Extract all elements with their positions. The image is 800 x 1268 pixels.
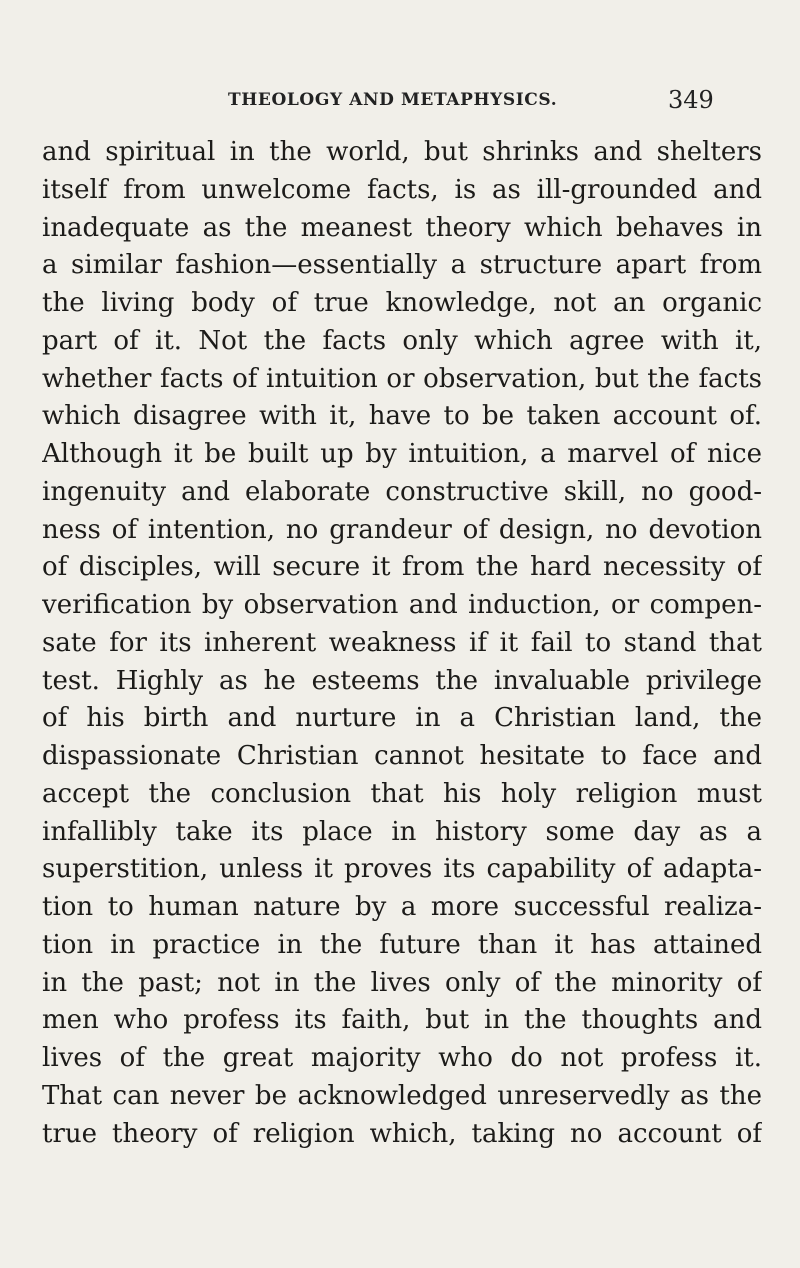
text-line: lives of the great majority who do not profess it. (42, 1043, 762, 1073)
body-text (42, 134, 762, 1153)
page-number: 349 (668, 86, 714, 114)
text-line: men who profess its faith, but in the thoughts and (42, 1005, 762, 1036)
text-line: That can never be acknowledged unreservedly as the (42, 1080, 762, 1111)
text-line: tion in practice in the future than it has attained (42, 929, 762, 960)
text-line: a similar fashion—essentially a structure apart from (42, 250, 762, 281)
text-line: and spiritual in the world, but shrinks and shelters (42, 137, 762, 167)
text-line: verification by observation and induction, or compen- (42, 590, 762, 620)
text-line: true theory of religion which, taking no account of (42, 1118, 762, 1149)
text-line: of disciples, will secure it from the hard necessity of (42, 552, 762, 583)
text-line: of his birth and nurture in a Christian land, the (42, 703, 762, 734)
text-line: ingenuity and elaborate constructive skill, no good- (42, 476, 762, 507)
text-line: which disagree with it, have to be taken account of. (42, 401, 762, 432)
text-line: itself from unwelcome facts, is as ill-grounded and (42, 174, 762, 205)
text-line: dispassionate Christian cannot hesitate to face and (42, 741, 762, 771)
text-line: infallibly take its place in history some day as a (42, 816, 762, 847)
text-line: inadequate as the meanest theory which behaves in (42, 212, 762, 243)
text-line: sate for its inherent weakness if it fail to stand that (42, 627, 762, 658)
text-line: test. Highly as he esteems the invaluable privilege (42, 665, 762, 696)
text-line: the living body of true knowledge, not an organic (42, 288, 762, 318)
text-line: part of it. Not the facts only which agree with it, (42, 325, 762, 356)
text-line: tion to human nature by a more successful realiza- (42, 892, 762, 922)
running-title: THEOLOGY AND METAPHYSICS. (228, 90, 558, 110)
text-line: Although it be built up by intuition, a marvel of nice (42, 439, 762, 469)
text-line: whether facts of intuition or observation, but the facts (42, 363, 762, 394)
text-line: accept the conclusion that his holy religion must (42, 778, 762, 809)
text-line: in the past; not in the lives only of the minority of (42, 967, 762, 998)
text-line: superstition, unless it proves its capability of adapta- (42, 854, 762, 885)
running-head (0, 86, 800, 116)
text-line: ness of intention, no grandeur of design, no devotion (42, 514, 762, 545)
